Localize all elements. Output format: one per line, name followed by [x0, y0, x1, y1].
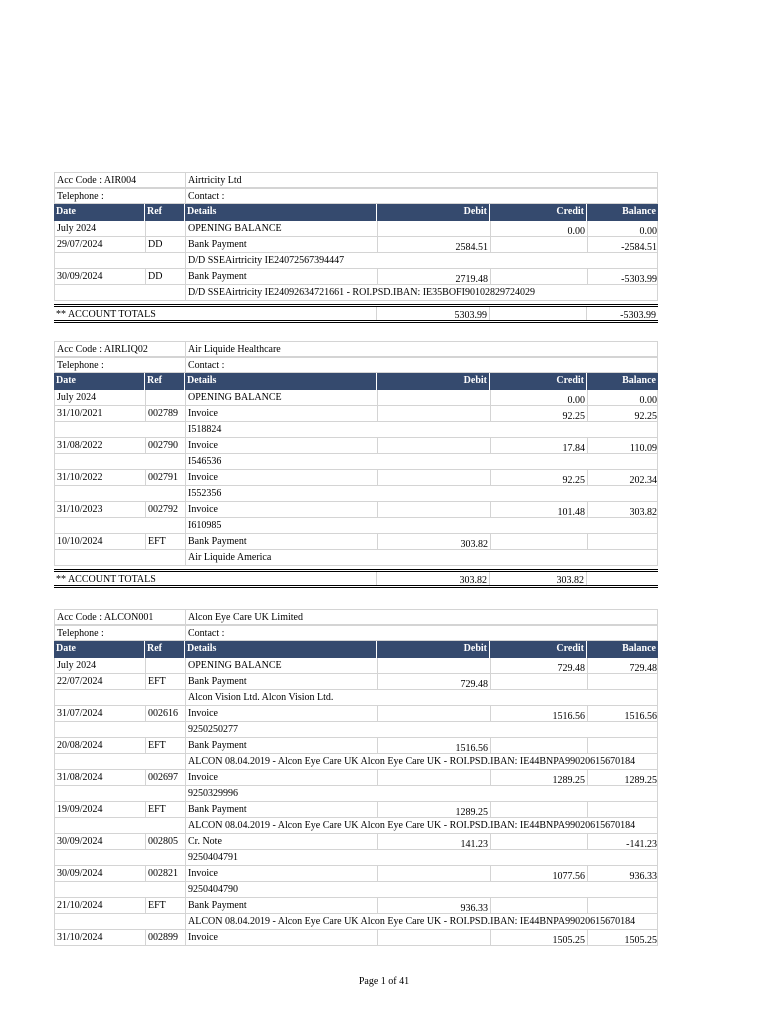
row-credit: [490, 674, 587, 689]
row-details: OPENING BALANCE: [185, 658, 377, 673]
table-row: [54, 502, 658, 518]
row-note: [54, 914, 658, 930]
row-debit: 2584.51: [377, 237, 490, 252]
row-date: 31/10/2023: [57, 504, 103, 515]
table-row: [54, 674, 658, 690]
table-row: [54, 738, 658, 754]
row-balance: 110.09: [587, 438, 659, 453]
totals-credit: [489, 307, 586, 320]
table-row: [54, 706, 658, 722]
row-credit: [490, 269, 587, 284]
row-ref: EFT: [145, 534, 185, 549]
row-balance: 1289.25: [587, 770, 659, 785]
row-date: 31/10/2022: [57, 472, 103, 483]
row-details: Invoice: [185, 406, 377, 421]
row-credit: 1289.25: [490, 770, 587, 785]
row-date: 31/07/2024: [57, 708, 103, 719]
table-row: [54, 470, 658, 486]
row-details: Bank Payment: [185, 674, 377, 689]
row-date: July 2024: [57, 392, 97, 403]
row-balance: -141.23: [587, 834, 659, 849]
header-date: Date: [56, 643, 76, 654]
row-date: 19/09/2024: [57, 804, 103, 815]
row-balance: 0.00: [587, 390, 659, 405]
row-debit: 729.48: [377, 674, 490, 689]
row-ref: 002697: [145, 770, 185, 785]
row-note-text: Air Liquide America: [185, 550, 659, 565]
table-row: [54, 770, 658, 786]
row-ref: DD: [145, 237, 185, 252]
row-debit: 141.23: [377, 834, 490, 849]
row-date: July 2024: [57, 223, 97, 234]
row-ref: [145, 658, 185, 673]
row-details: Invoice: [185, 502, 377, 517]
row-ref: 002821: [145, 866, 185, 881]
row-note: [54, 518, 658, 534]
header-credit: Credit: [489, 373, 586, 390]
row-debit: [377, 390, 490, 405]
row-note-text: I610985: [185, 518, 659, 533]
account-code-row: [54, 609, 658, 625]
row-details: OPENING BALANCE: [185, 390, 377, 405]
row-details: Invoice: [185, 866, 377, 881]
row-details: Invoice: [185, 438, 377, 453]
row-credit: 1505.25: [490, 930, 587, 945]
table-row: [54, 658, 658, 674]
header-date: Date: [56, 206, 76, 217]
row-note-text: 9250250277: [185, 722, 659, 737]
table-row: [54, 406, 658, 422]
row-balance: [587, 738, 659, 753]
row-note-text: ALCON 08.04.2019 - Alcon Eye Care UK Alcon Eye Care UK - ROI.PSD.IBAN: IE44BNPA99020615670184: [185, 754, 659, 769]
row-credit: 17.84: [490, 438, 587, 453]
row-credit: 0.00: [490, 221, 587, 236]
row-details: Invoice: [185, 770, 377, 785]
table-row: [54, 898, 658, 914]
row-note: [54, 253, 658, 269]
table-row: [54, 221, 658, 237]
account-code: Acc Code : AIR004: [57, 175, 137, 186]
row-credit: 0.00: [490, 390, 587, 405]
row-debit: [377, 930, 490, 945]
row-note: [54, 486, 658, 502]
row-balance: 303.82: [587, 502, 659, 517]
row-note: [54, 285, 658, 301]
header-debit: Debit: [376, 204, 489, 221]
account-totals-row: [54, 569, 658, 588]
header-credit: Credit: [489, 204, 586, 221]
header-credit: Credit: [489, 641, 586, 658]
row-balance: 1505.25: [587, 930, 659, 945]
header-details: Details: [184, 641, 376, 658]
row-date: July 2024: [57, 660, 97, 671]
row-note-text: 9250329996: [185, 786, 659, 801]
row-note: [54, 690, 658, 706]
contact-label: Contact :: [185, 358, 659, 372]
totals-balance: [586, 572, 658, 585]
row-details: Bank Payment: [185, 237, 377, 252]
row-note: [54, 850, 658, 866]
row-credit: 1516.56: [490, 706, 587, 721]
row-date: 31/10/2021: [57, 408, 103, 419]
header-date: Date: [56, 375, 76, 386]
totals-label: ** ACCOUNT TOTALS: [56, 309, 156, 320]
telephone-label: Telephone :: [57, 360, 104, 371]
table-header: [54, 373, 658, 390]
row-date: 29/07/2024: [57, 239, 103, 250]
row-debit: [377, 866, 490, 881]
row-ref: EFT: [145, 674, 185, 689]
row-ref: EFT: [145, 898, 185, 913]
totals-credit: 303.82: [489, 572, 586, 585]
row-details: Bank Payment: [185, 898, 377, 913]
table-row: [54, 269, 658, 285]
account-name: Airtricity Ltd: [185, 173, 659, 187]
row-note: [54, 818, 658, 834]
row-note-text: ALCON 08.04.2019 - Alcon Eye Care UK Alcon Eye Care UK - ROI.PSD.IBAN: IE44BNPA99020615670184: [185, 818, 659, 833]
row-details: Invoice: [185, 706, 377, 721]
telephone-row: [54, 188, 658, 204]
table-row: [54, 534, 658, 550]
row-date: 30/09/2024: [57, 868, 103, 879]
telephone-row: [54, 625, 658, 641]
row-date: 31/08/2024: [57, 772, 103, 783]
table-row: [54, 438, 658, 454]
header-details: Details: [184, 204, 376, 221]
row-note-text: D/D SSEAirtricity IE24072567394447: [185, 253, 659, 268]
row-ref: 002805: [145, 834, 185, 849]
row-note: [54, 550, 658, 566]
account-name: Alcon Eye Care UK Limited: [185, 610, 659, 624]
row-note: [54, 722, 658, 738]
table-header: [54, 204, 658, 221]
row-balance: 0.00: [587, 221, 659, 236]
row-debit: [377, 438, 490, 453]
row-credit: 1077.56: [490, 866, 587, 881]
totals-balance: -5303.99: [586, 307, 658, 320]
row-debit: 1516.56: [377, 738, 490, 753]
row-credit: [490, 802, 587, 817]
row-balance: 202.34: [587, 470, 659, 485]
table-header: [54, 641, 658, 658]
row-note-text: I552356: [185, 486, 659, 501]
table-row: [54, 866, 658, 882]
totals-debit: 303.82: [376, 572, 489, 585]
header-debit: Debit: [376, 373, 489, 390]
row-note-text: I518824: [185, 422, 659, 437]
totals-label: ** ACCOUNT TOTALS: [56, 574, 156, 585]
account-name: Air Liquide Healthcare: [185, 342, 659, 356]
row-date: 22/07/2024: [57, 676, 103, 687]
row-note-text: I546536: [185, 454, 659, 469]
contact-label: Contact :: [185, 189, 659, 203]
table-row: [54, 834, 658, 850]
row-ref: 002789: [145, 406, 185, 421]
row-balance: -5303.99: [587, 269, 659, 284]
row-ref: EFT: [145, 802, 185, 817]
account-code-row: [54, 172, 658, 188]
row-ref: [145, 390, 185, 405]
row-debit: [377, 770, 490, 785]
row-details: Invoice: [185, 470, 377, 485]
row-details: Cr. Note: [185, 834, 377, 849]
row-debit: 936.33: [377, 898, 490, 913]
row-credit: 92.25: [490, 470, 587, 485]
row-note: [54, 454, 658, 470]
row-ref: [145, 221, 185, 236]
telephone-label: Telephone :: [57, 191, 104, 202]
row-note-text: D/D SSEAirtricity IE24092634721661 - ROI.PSD.IBAN: IE35BOFI90102829724029: [185, 285, 659, 300]
row-debit: 2719.48: [377, 269, 490, 284]
row-ref: 002899: [145, 930, 185, 945]
row-note-text: 9250404790: [185, 882, 659, 897]
header-balance: Balance: [586, 204, 658, 221]
table-row: [54, 802, 658, 818]
row-details: Bank Payment: [185, 269, 377, 284]
table-row: [54, 390, 658, 406]
row-balance: [587, 802, 659, 817]
row-balance: 729.48: [587, 658, 659, 673]
telephone-label: Telephone :: [57, 628, 104, 639]
header-balance: Balance: [586, 373, 658, 390]
row-details: Bank Payment: [185, 802, 377, 817]
row-date: 31/10/2024: [57, 932, 103, 943]
row-date: 20/08/2024: [57, 740, 103, 751]
row-credit: 92.25: [490, 406, 587, 421]
row-balance: [587, 534, 659, 549]
header-balance: Balance: [586, 641, 658, 658]
row-debit: [377, 470, 490, 485]
row-debit: 303.82: [377, 534, 490, 549]
account-block-airtricity: [54, 172, 658, 323]
row-note: [54, 422, 658, 438]
row-ref: 002790: [145, 438, 185, 453]
row-debit: [377, 502, 490, 517]
row-details: OPENING BALANCE: [185, 221, 377, 236]
row-ref: DD: [145, 269, 185, 284]
row-credit: [490, 738, 587, 753]
row-credit: [490, 237, 587, 252]
table-row: [54, 237, 658, 253]
row-date: 30/09/2024: [57, 271, 103, 282]
row-details: Bank Payment: [185, 534, 377, 549]
account-code: Acc Code : ALCON001: [57, 612, 154, 623]
row-credit: [490, 534, 587, 549]
row-credit: 729.48: [490, 658, 587, 673]
row-debit: [377, 221, 490, 236]
row-note-text: 9250404791: [185, 850, 659, 865]
row-note: [54, 882, 658, 898]
row-debit: [377, 706, 490, 721]
account-code: Acc Code : AIRLIQ02: [57, 344, 148, 355]
header-ref: Ref: [144, 373, 184, 390]
row-credit: [490, 898, 587, 913]
row-debit: [377, 406, 490, 421]
row-debit: [377, 658, 490, 673]
row-balance: [587, 674, 659, 689]
account-block-air-liquide: [54, 341, 658, 588]
row-balance: [587, 898, 659, 913]
row-date: 21/10/2024: [57, 900, 103, 911]
header-debit: Debit: [376, 641, 489, 658]
row-balance: 936.33: [587, 866, 659, 881]
account-code-row: [54, 341, 658, 357]
row-balance: -2584.51: [587, 237, 659, 252]
row-note-text: ALCON 08.04.2019 - Alcon Eye Care UK Alcon Eye Care UK - ROI.PSD.IBAN: IE44BNPA99020615670184: [185, 914, 659, 929]
header-ref: Ref: [144, 204, 184, 221]
row-note-text: Alcon Vision Ltd. Alcon Vision Ltd.: [185, 690, 659, 705]
row-details: Bank Payment: [185, 738, 377, 753]
row-date: 10/10/2024: [57, 536, 103, 547]
row-note: [54, 786, 658, 802]
account-totals-row: [54, 304, 658, 323]
row-ref: 002616: [145, 706, 185, 721]
row-balance: 1516.56: [587, 706, 659, 721]
row-date: 31/08/2022: [57, 440, 103, 451]
header-ref: Ref: [144, 641, 184, 658]
row-debit: 1289.25: [377, 802, 490, 817]
row-ref: 002791: [145, 470, 185, 485]
row-ref: EFT: [145, 738, 185, 753]
account-block-alcon: [54, 609, 658, 946]
page-number: Page 1 of 41: [358, 976, 410, 987]
row-balance: 92.25: [587, 406, 659, 421]
telephone-row: [54, 357, 658, 373]
row-credit: 101.48: [490, 502, 587, 517]
contact-label: Contact :: [185, 626, 659, 640]
row-credit: [490, 834, 587, 849]
row-ref: 002792: [145, 502, 185, 517]
table-row: [54, 930, 658, 946]
row-details: Invoice: [185, 930, 377, 945]
header-details: Details: [184, 373, 376, 390]
row-date: 30/09/2024: [57, 836, 103, 847]
totals-debit: 5303.99: [376, 307, 489, 320]
row-note: [54, 754, 658, 770]
